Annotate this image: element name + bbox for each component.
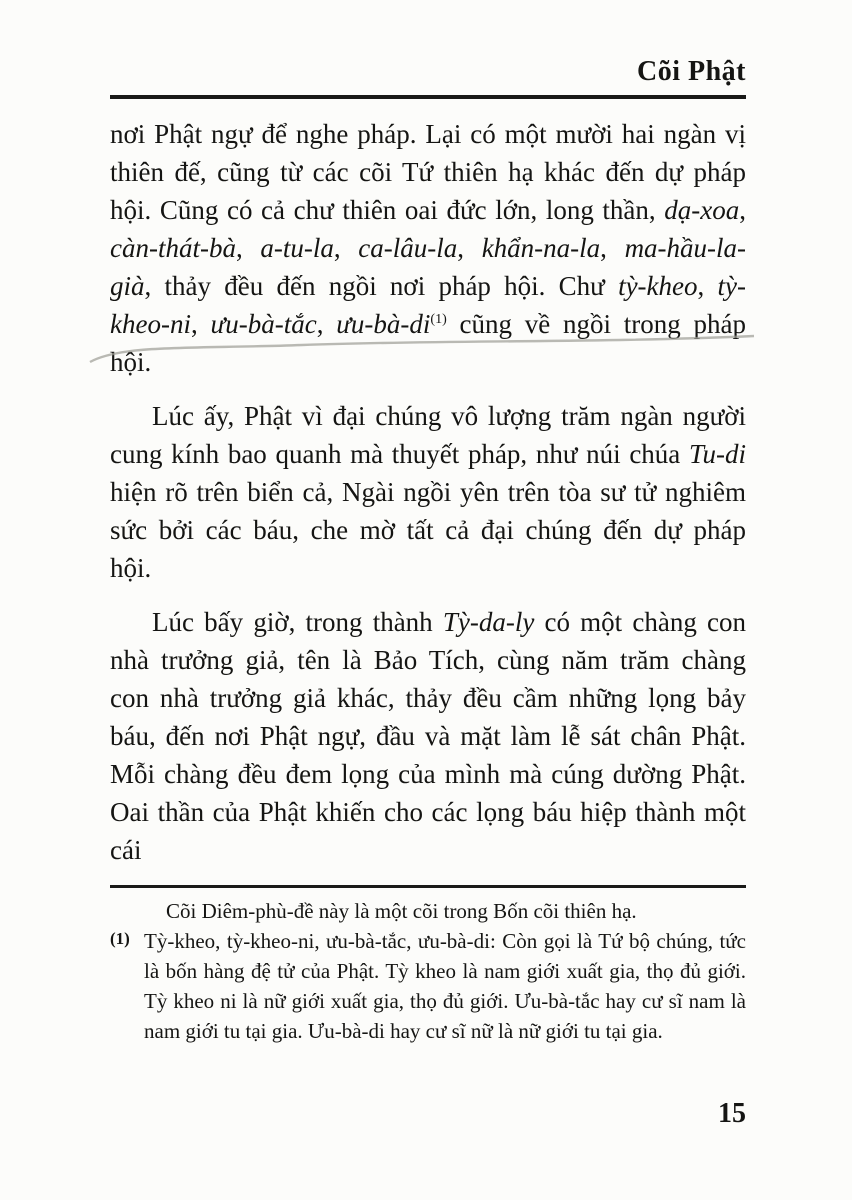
italic-term: Tỳ-da-ly — [442, 607, 535, 637]
text-run: , — [333, 233, 359, 263]
paragraph — [110, 115, 746, 381]
italic-term: càn-thát-bà — [110, 233, 236, 263]
footnote-rule — [110, 885, 746, 888]
page-header-title: Cõi Phật — [637, 56, 746, 87]
text-run: , — [739, 195, 746, 225]
footnotes-section — [110, 896, 746, 1046]
text-run: , — [316, 309, 337, 339]
italic-term: dạ-xoa — [664, 195, 740, 225]
body-text — [110, 115, 746, 869]
text-run: , — [457, 233, 482, 263]
text-run: Lúc bấy giờ, trong thành — [152, 607, 443, 637]
italic-term: a-tu-la — [260, 233, 334, 263]
footnote-item — [110, 926, 746, 1046]
italic-term: tỳ-kheo-ni — [110, 271, 746, 339]
footnote-reference: (1) — [430, 311, 447, 327]
italic-term: ca-lâu-la — [358, 233, 458, 263]
text-run: , — [697, 271, 718, 301]
paragraph — [110, 603, 746, 869]
text-run: , — [600, 233, 625, 263]
italic-term: ma-hầu-la-già — [110, 233, 747, 301]
header-rule — [110, 95, 746, 99]
italic-term: Tu-di — [688, 439, 746, 469]
footnote-marker: (1) — [110, 929, 130, 948]
italic-term: khẩn-na-la — [481, 233, 601, 263]
italic-term: ưu-bà-tắc — [210, 309, 317, 339]
text-run: cũng về ngồi trong pháp hội. — [110, 309, 747, 377]
text-run: , thảy đều đến ngồi nơi pháp hội. Chư — [144, 271, 619, 301]
page-number: 15 — [718, 1098, 746, 1129]
footnote-continuation: Cõi Diêm-phù-đề này là một cõi trong Bốn cõi thiên hạ. — [166, 899, 637, 923]
text-run: hiện rõ trên biển cả, Ngài ngồi yên trên tòa sư tử nghiêm sức bởi các báu, che mờ tất cả đại chúng đến dự pháp hội. — [110, 477, 746, 583]
italic-term: tỳ-kheo — [618, 271, 698, 301]
text-run: nơi Phật ngự để nghe pháp. Lại có một mười hai ngàn vị thiên đế, cũng từ các cõi Tứ thiên hạ khác đến dự pháp hội. Cũng có cả chư thiên oai đức lớn, long thần, — [110, 119, 746, 225]
italic-term: ưu-bà-di — [336, 309, 431, 339]
paragraph — [110, 397, 746, 587]
footnote-text: Tỳ-kheo, tỳ-kheo-ni, ưu-bà-tắc, ưu-bà-di: Còn gọi là Tứ bộ chúng, tức là bốn hàng đệ tử của Phật. Tỳ kheo là nam giới xuất gia, thọ đủ giới. Tỳ kheo ni là nữ giới xuất gia, thọ đủ giới. Ưu-bà-tắc hay cư sĩ nam là nam giới tu tại gia. Ưu-bà-di hay cư sĩ nữ là nữ giới tu tại gia. — [144, 929, 746, 1043]
text-run: , — [235, 233, 261, 263]
text-run: có một chàng con nhà trưởng giả, tên là Bảo Tích, cùng năm trăm chàng con nhà trưởng giả khác, thảy đều cầm những lọng bảy báu, đến nơi Phật ngự, đầu và mặt làm lễ sát chân Phật. Mỗi chàng đều đem lọng của mình mà cúng dường Phật. Oai thần của Phật khiến cho các lọng báu hiệp thành một cái — [110, 607, 746, 865]
text-run: Lúc ấy, Phật vì đại chúng vô lượng trăm ngàn người cung kính bao quanh mà thuyết pháp, như núi chúa — [110, 401, 746, 469]
text-run: , — [190, 309, 211, 339]
footnote-list — [110, 926, 746, 1046]
